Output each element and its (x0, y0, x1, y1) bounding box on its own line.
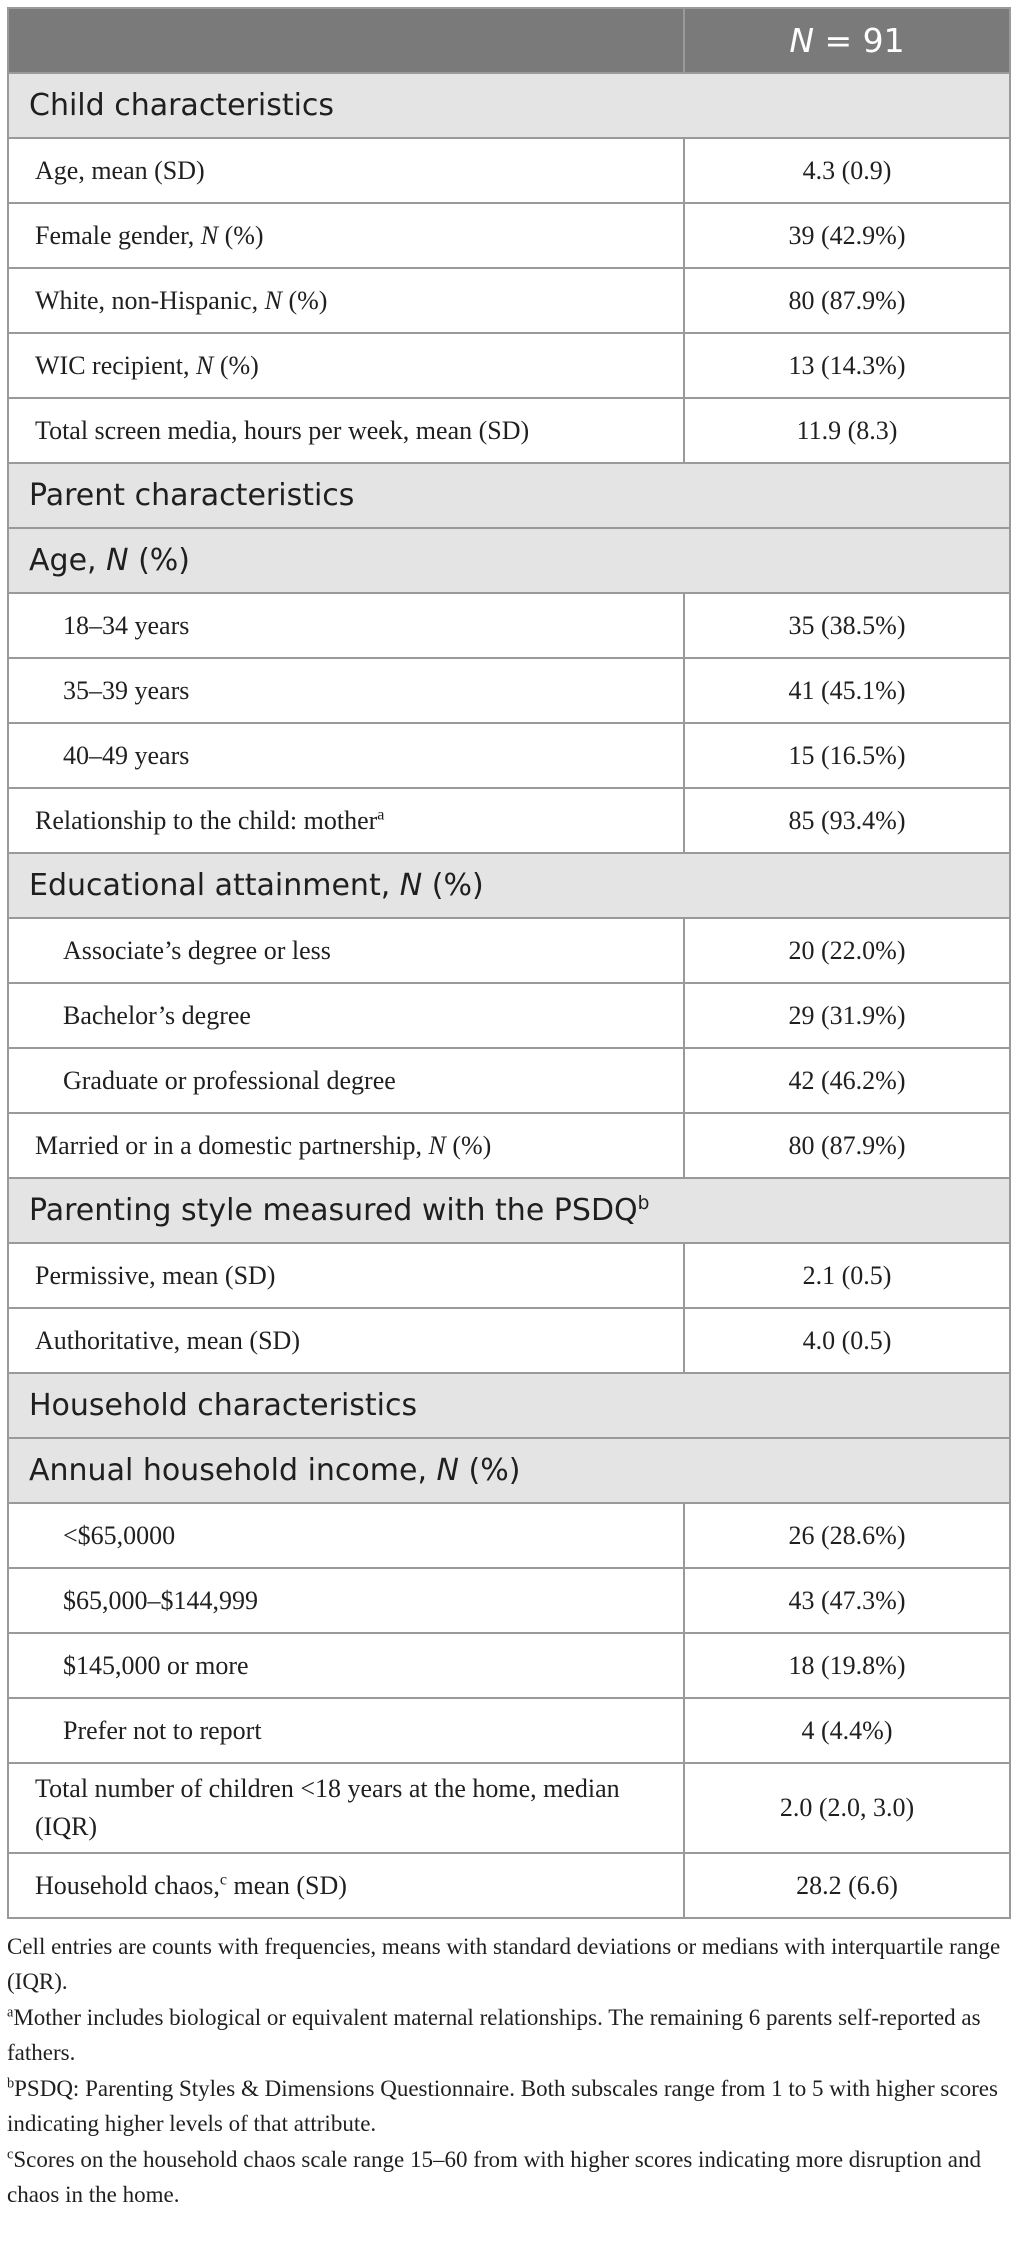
footnote-marker: b (7, 2075, 15, 2092)
table-row (8, 983, 1010, 1048)
table-row (8, 1633, 1010, 1698)
section-header-row (8, 463, 1010, 528)
row-value: 28.2 (6.6) (684, 1853, 1010, 1918)
section-label: Parenting style measured with the PSDQ$^b$ (8, 1178, 1010, 1243)
table-row (8, 723, 1010, 788)
row-label: Married or in a domestic partnership, N (%) (8, 1113, 684, 1178)
footnote-marker: b (637, 1193, 650, 1214)
table-row (8, 1048, 1010, 1113)
row-value: 13 (14.3%) (684, 333, 1010, 398)
table-row (8, 1568, 1010, 1633)
row-value: 4.0 (0.5) (684, 1308, 1010, 1373)
row-value: 11.9 (8.3) (684, 398, 1010, 463)
row-label: $65,000–$144,999 (8, 1568, 684, 1633)
section-header-row (8, 528, 1010, 593)
table-row (8, 268, 1010, 333)
table-row (8, 398, 1010, 463)
footnote-marker: c (219, 1870, 228, 1888)
footnote-marker: a (7, 2004, 14, 2021)
row-value: 29 (31.9%) (684, 983, 1010, 1048)
row-value: 80 (87.9%) (684, 1113, 1010, 1178)
section-label: Household characteristics (8, 1373, 1010, 1438)
header-n-cell: N = 91 (684, 8, 1010, 73)
table-row (8, 1113, 1010, 1178)
row-value: 42 (46.2%) (684, 1048, 1010, 1113)
footnote-marker: c (7, 2146, 14, 2163)
row-value: 39 (42.9%) (684, 203, 1010, 268)
row-label: Graduate or professional degree (8, 1048, 684, 1113)
table-row (8, 788, 1010, 853)
row-label: $145,000 or more (8, 1633, 684, 1698)
row-value: 35 (38.5%) (684, 593, 1010, 658)
row-label: Household chaos,$^c$ mean (SD) (8, 1853, 684, 1918)
row-value: 2.0 (2.0, 3.0) (684, 1763, 1010, 1853)
section-label: Parent characteristics (8, 463, 1010, 528)
row-label: Relationship to the child: mother$^a$ (8, 788, 684, 853)
section-header-row (8, 1373, 1010, 1438)
section-header-row (8, 1178, 1010, 1243)
footnote: $^c$Scores on the household chaos scale range 15–60 from with higher scores indicating more disruption and chaos in the home. (7, 2146, 982, 2207)
row-label: Female gender, N (%) (8, 203, 684, 268)
section-header-row (8, 1438, 1010, 1503)
section-label: Annual household income, N (%) (8, 1438, 1010, 1503)
section-header-row (8, 73, 1010, 138)
table-row (8, 333, 1010, 398)
table-body (8, 73, 1010, 1918)
section-label: Age, N (%) (8, 528, 1010, 593)
row-label: Associate’s degree or less (8, 918, 684, 983)
row-label: 18–34 years (8, 593, 684, 658)
table-row (8, 1853, 1010, 1918)
row-value: 20 (22.0%) (684, 918, 1010, 983)
row-label: 40–49 years (8, 723, 684, 788)
row-label: Permissive, mean (SD) (8, 1243, 684, 1308)
table-row (8, 1308, 1010, 1373)
table-row (8, 1698, 1010, 1763)
demographics-table-container (7, 7, 1009, 2213)
footnote: Cell entries are counts with frequencies, means with standard deviations or medians with interquartile range (IQR). (7, 1934, 1001, 1994)
row-label: <$65,0000 (8, 1503, 684, 1568)
table-row (8, 1503, 1010, 1568)
row-value: 85 (93.4%) (684, 788, 1010, 853)
row-label: Prefer not to report (8, 1698, 684, 1763)
table-row (8, 593, 1010, 658)
table-row (8, 1243, 1010, 1308)
table-row (8, 203, 1010, 268)
row-value: 80 (87.9%) (684, 268, 1010, 333)
footnote: $^a$Mother includes biological or equivalent maternal relationships. The remaining 6 parents self-reported as fathers. (7, 2004, 981, 2065)
row-value: 41 (45.1%) (684, 658, 1010, 723)
row-value: 18 (19.8%) (684, 1633, 1010, 1698)
row-label: White, non-Hispanic, N (%) (8, 268, 684, 333)
demographics-table (7, 7, 1011, 1919)
section-header-row (8, 853, 1010, 918)
table-row (8, 658, 1010, 723)
row-label: Bachelor’s degree (8, 983, 684, 1048)
row-value: 15 (16.5%) (684, 723, 1010, 788)
table-row (8, 1763, 1010, 1853)
table-footnotes (7, 1929, 1009, 2212)
row-label: Age, mean (SD) (8, 138, 684, 203)
row-value: 2.1 (0.5) (684, 1243, 1010, 1308)
table-row (8, 918, 1010, 983)
row-label: Total number of children <18 years at the home, median (IQR) (8, 1763, 684, 1853)
section-label: Child characteristics (8, 73, 1010, 138)
table-header-row (8, 8, 1010, 73)
row-value: 26 (28.6%) (684, 1503, 1010, 1568)
row-label: Total screen media, hours per week, mean (SD) (8, 398, 684, 463)
footnote: $^b$PSDQ: Parenting Styles & Dimensions Questionnaire. Both subscales range from 1 to 5 with higher scores indicating higher levels of that attribute. (7, 2075, 998, 2136)
row-label: Authoritative, mean (SD) (8, 1308, 684, 1373)
footnote-marker: a (377, 805, 385, 823)
section-label: Educational attainment, N (%) (8, 853, 1010, 918)
row-label: WIC recipient, N (%) (8, 333, 684, 398)
header-blank-cell (8, 8, 684, 73)
row-label: 35–39 years (8, 658, 684, 723)
row-value: 43 (47.3%) (684, 1568, 1010, 1633)
table-row (8, 138, 1010, 203)
row-value: 4 (4.4%) (684, 1698, 1010, 1763)
row-value: 4.3 (0.9) (684, 138, 1010, 203)
